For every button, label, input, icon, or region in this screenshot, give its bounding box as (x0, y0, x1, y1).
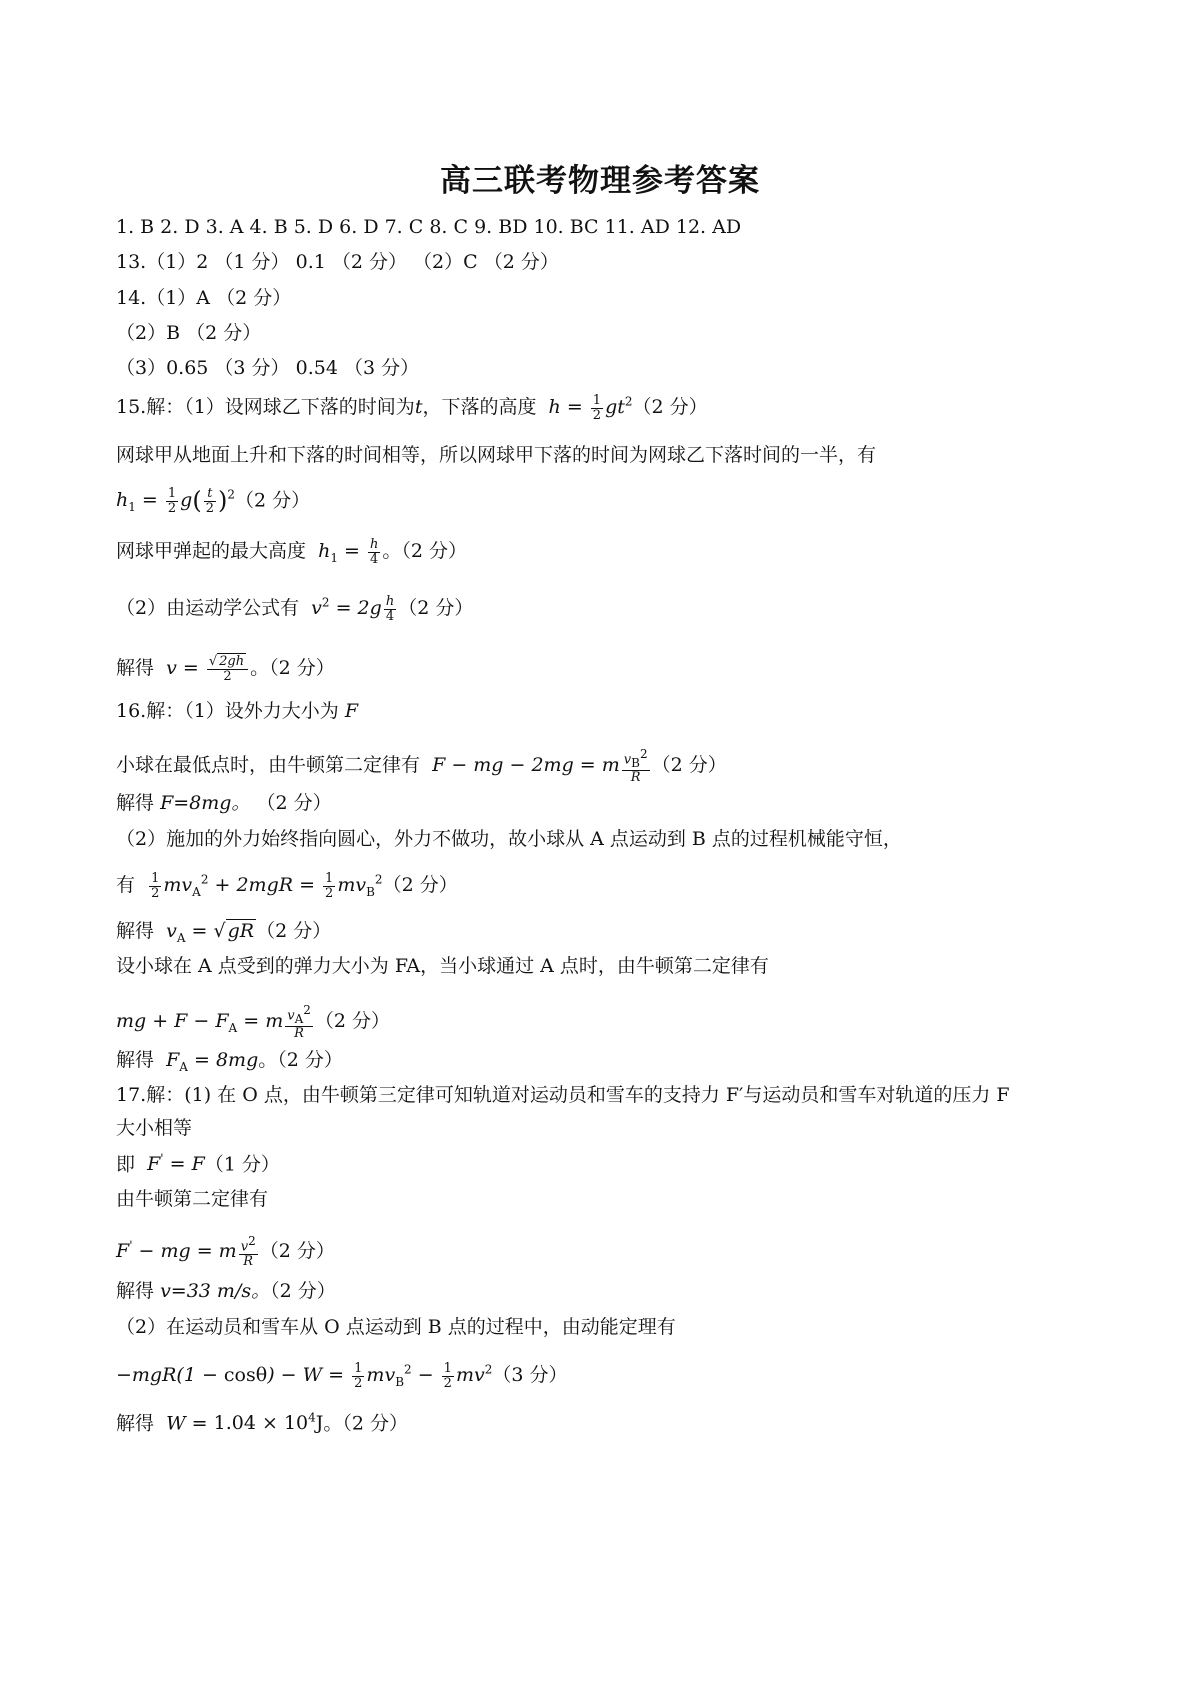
q15-line6: 解得 v = $\frac{√ 2gh}{2}$ 。（2 分） (116, 654, 335, 684)
formula-w-result: $W = 1.04 \times 10^4J$ (160, 1411, 324, 1435)
formula-v2-eq: $v^2 = 2g$ $\frac{h}{4}$ (305, 594, 395, 624)
page-title: 高三联考物理参考答案 (440, 163, 760, 199)
q14-part2: （2）B （2 分） (116, 322, 262, 344)
q16-line2: 小球在最低点时，由牛顿第二定律有 F − mg − 2mg = m $\frac{vB2}{R}$ （2 分） (116, 747, 727, 785)
q16-line8: mg + $F - F_A = m$ $\frac{vA2}{R}$ （2 分） (116, 1003, 391, 1041)
q16-line6: 解得 $v_A$ = √ gR （2 分） (116, 920, 332, 945)
q15-line4: 网球甲弹起的最大高度 $h_1$ = $\frac{h}{4}$ 。（2 分） (116, 537, 467, 567)
q17-line5: F' − mg = m $\frac{v2}{R}$ （2 分） (116, 1234, 335, 1269)
multiple-choice-answers: 1. B 2. D 3. A 4. B 5. D 6. D 7. C 8. C 9. BD 10. BC 11. AD 12. AD (116, 216, 742, 238)
q16-line4: （2）施加的外力始终指向圆心，外力不做功，故小球从 A 点运动到 B 点的过程机械能守恒， (116, 828, 902, 850)
q16-line7: 设小球在 A 点受到的弹力大小为 FA，当小球通过 A 点时，由牛顿第二定律有 (116, 955, 769, 977)
q17-line8: −mgR(1 − cosθ) − W = $\frac{1}{2}$ $mv_B^2$ − $\frac{1}{2}$ $mv^2(3$ 分） (116, 1361, 568, 1391)
q17-line9: 解得 $W = 1.04 \times 10^4J$。（2 分） (116, 1411, 409, 1435)
q15-intro-text: 15.解：（1）设网球乙下落的时间为 (116, 396, 415, 419)
q15-line5: （2）由运动学公式有 $v^2 = 2g$ $\frac{h}{4}$ （2 分） (116, 594, 474, 624)
q17-line7: （2）在运动员和雪车从 O 点运动到 B 点的过程中，由动能定理有 (116, 1316, 676, 1338)
formula-energy: $\frac{1}{2}$ $mv_A^2 + 2mgR$ = $\frac{1}{2}$ $mv_B^2$ (151, 871, 383, 901)
q16-line9: 解得 $F_A = 8mg$。（2 分） (116, 1049, 343, 1074)
formula-v-result: v = $\frac{√ 2gh}{2}$ (160, 657, 250, 679)
q16-line5: 有 $\frac{1}{2}$ $mv_A^2 + 2mgR$ = $\frac{1}{2}$ $mv_B^2(2$ 分） (116, 871, 458, 901)
q15-intro-text2: ，下落的高度 (422, 396, 537, 419)
q13-answer: 13.（1）2 （1 分） 0.1 （2 分） （2）C （2 分） (116, 251, 559, 273)
q16-line3: 解得 F=8mg。 （2 分） (116, 792, 332, 814)
q17-line2: 大小相等 (116, 1117, 193, 1139)
formula-f-equal: F' = F (141, 1152, 205, 1176)
formula-h1-eq: $h_1$ = $\frac{1}{2}$ g( $\frac{t}{2}$ )$^2$ (116, 486, 236, 516)
formula-fa-result: $F_A = 8mg$ (160, 1049, 259, 1074)
formula-va: $v_A$ = √ gR (160, 920, 255, 945)
q16-line1: 16.解：（1）设外力大小为 F (116, 700, 359, 722)
q14-part1: 14.（1）A （2 分） (116, 287, 292, 309)
formula-h-eq: h = $\frac{1}{2}$ $gt^2$ (542, 393, 633, 423)
q17-line4: 由牛顿第二定律有 (116, 1188, 269, 1210)
q17-line1: 17.解：(1) 在 O 点，由牛顿第三定律可知轨道对运动员和雪车的支持力 F′与运动员和雪车对轨道的压力 F (116, 1084, 1010, 1106)
formula-newton-o: F' − mg = m $\frac{v2}{R}$ (116, 1234, 256, 1269)
formula-h1-result: $h_1$ = $\frac{h}{4}$ (312, 537, 379, 567)
q15-line1: 15.解：（1）设网球乙下落的时间为t，下落的高度 h = $\frac{1}{2}$ $gt^2(2$ 分） (116, 393, 708, 423)
q17-line3: 即 F' = F（1 分） (116, 1152, 280, 1176)
formula-newton-low: F − mg − 2mg = m $\frac{vB2}{R}$ (426, 747, 648, 785)
q14-part3: （3）0.65 （3 分） 0.54 （3 分） (116, 357, 420, 379)
q15-line3: $h_1$ = $\frac{1}{2}$ g( $\frac{t}{2}$ )$^2$（2 分） (116, 486, 311, 516)
formula-newton-top: mg + $F - F_A = m$ $\frac{vA2}{R}$ (116, 1003, 311, 1041)
q15-line2: 网球甲从地面上升和下落的时间相等，所以网球甲下落的时间为网球乙下落时间的一半，有 (116, 444, 877, 466)
formula-work-energy: −mgR(1 − cosθ) − W = $\frac{1}{2}$ $mv_B^2$ − $\frac{1}{2}$ $mv^2$ (116, 1361, 493, 1391)
q17-line6: 解得 v=33 m/s。（2 分） (116, 1280, 336, 1302)
